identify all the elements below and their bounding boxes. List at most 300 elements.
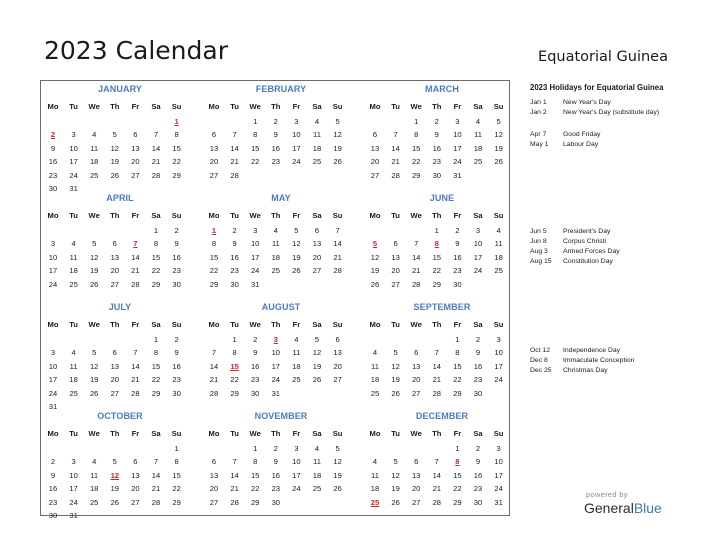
day-cell: 2 (475, 335, 481, 344)
country-name: Equatorial Guinea (538, 49, 668, 65)
holiday-name: Corpus Christi (563, 238, 607, 245)
weekday-header: Su (493, 429, 504, 438)
day-cell: 27 (110, 388, 120, 398)
day-cell: 26 (110, 497, 120, 507)
day-cell: 25 (370, 388, 380, 398)
day-cell: 28 (131, 279, 140, 289)
day-cell: 24 (453, 157, 462, 167)
day-cell: 11 (371, 361, 379, 371)
day-cell: 19 (370, 266, 380, 276)
weekday-header: Tu (230, 102, 239, 111)
day-cell: 1 (232, 335, 237, 344)
weekday-header: Tu (391, 429, 400, 438)
day-cell: 8 (253, 457, 258, 467)
day-cell: 16 (453, 252, 462, 262)
day-cell: 11 (371, 470, 379, 480)
day-cell: 19 (110, 157, 120, 167)
day-cell: 24 (292, 484, 301, 494)
day-cell: 25 (271, 266, 281, 276)
day-cell: 21 (230, 157, 239, 167)
day-cell: 12 (333, 457, 342, 467)
day-cell: 3 (496, 335, 501, 344)
day-cell: 12 (292, 239, 301, 249)
day-cell: 11 (313, 457, 321, 467)
day-cell: 7 (414, 239, 419, 249)
weekday-header: Fr (453, 211, 462, 220)
day-cell: 28 (432, 497, 442, 507)
holiday-name: Independence Day (563, 347, 621, 354)
day-cell: 4 (294, 335, 299, 344)
day-cell: 3 (253, 226, 258, 235)
day-cell: 19 (312, 361, 322, 371)
day-cell: 29 (209, 279, 219, 289)
day-cell: 22 (172, 484, 181, 494)
weekday-header: Th (110, 102, 120, 111)
day-cell: 5 (112, 130, 117, 140)
day-cell: 10 (250, 239, 260, 249)
day-cell: 23 (172, 375, 181, 385)
day-cell: 12 (312, 348, 322, 358)
day-cell: 8 (455, 348, 460, 358)
day-cell: 23 (271, 157, 281, 167)
holiday-name: Labour Day (563, 141, 599, 148)
day-cell: 2 (273, 117, 278, 126)
day-cell: 22 (209, 266, 219, 276)
weekday-header: Mo (369, 429, 381, 438)
day-cell: 7 (232, 457, 237, 467)
day-cell: 15 (411, 143, 421, 153)
day-cell: 18 (292, 361, 301, 371)
day-cell: 18 (370, 375, 380, 385)
day-cell: 23 (48, 497, 58, 507)
day-cell: 14 (151, 470, 161, 480)
day-cell: 20 (131, 484, 140, 494)
day-cell: 6 (414, 457, 419, 467)
day-cell: 7 (335, 226, 340, 235)
day-cell: 17 (292, 470, 301, 480)
weekday-header: Tu (69, 102, 78, 111)
day-cell: 20 (209, 157, 219, 167)
day-cell: 23 (172, 266, 181, 276)
weekday-header: Sa (312, 429, 322, 438)
day-cell: 13 (333, 348, 342, 358)
weekday-header: Fr (131, 429, 140, 438)
day-cell: 25 (312, 484, 322, 494)
day-cell: 3 (294, 444, 299, 453)
weekday-header: Th (271, 429, 281, 438)
weekday-header: Tu (230, 211, 239, 220)
day-cell: 12 (333, 130, 342, 140)
holiday-day-cell: 1 (211, 226, 217, 235)
day-cell: 5 (393, 348, 398, 358)
day-cell: 25 (292, 375, 301, 385)
day-cell: 16 (271, 143, 281, 153)
day-cell: 12 (494, 130, 503, 140)
day-cell: 17 (48, 266, 58, 276)
day-cell: 11 (494, 239, 503, 249)
day-cell: 30 (48, 511, 58, 520)
day-cell: 14 (131, 361, 140, 371)
weekday-header: Sa (312, 320, 322, 329)
weekday-header: Sa (473, 320, 483, 329)
weekday-header: Mo (208, 211, 220, 220)
day-cell: 25 (89, 170, 99, 180)
day-cell: 8 (153, 239, 159, 249)
day-cell: 21 (131, 266, 140, 276)
weekday-header: Th (432, 429, 442, 438)
day-cell: 15 (453, 470, 462, 480)
day-cell: 16 (230, 252, 239, 262)
day-cell: 22 (172, 157, 181, 167)
day-cell: 6 (414, 348, 419, 358)
month-name: MARCH (425, 84, 459, 94)
day-cell: 28 (209, 388, 219, 398)
day-cell: 2 (273, 444, 278, 453)
day-cell: 21 (333, 252, 342, 262)
day-cell: 23 (230, 266, 239, 276)
day-cell: 22 (411, 157, 421, 167)
day-cell: 23 (432, 157, 442, 167)
day-cell: 22 (432, 266, 442, 276)
day-cell: 12 (391, 361, 400, 371)
day-cell: 29 (453, 388, 462, 398)
day-cell: 5 (335, 444, 340, 453)
day-cell: 21 (411, 266, 421, 276)
weekday-header: Sa (151, 320, 161, 329)
day-cell: 7 (434, 348, 439, 358)
weekday-header: Sa (151, 429, 161, 438)
holiday-date: Oct 12 (530, 347, 551, 354)
day-cell: 19 (494, 143, 503, 153)
day-cell: 30 (432, 170, 442, 180)
brand-logo (584, 500, 662, 516)
day-cell: 21 (151, 157, 161, 167)
day-cell: 24 (69, 170, 78, 180)
day-cell: 29 (172, 497, 181, 507)
day-cell: 26 (312, 375, 322, 385)
day-cell: 14 (230, 470, 239, 480)
holiday-name: Immaculate Conception (563, 357, 635, 364)
day-cell: 13 (411, 361, 421, 371)
month-name: DECEMBER (415, 411, 469, 421)
day-cell: 14 (391, 143, 400, 153)
day-cell: 9 (273, 457, 278, 467)
weekday-header: We (88, 211, 100, 220)
weekday-header: Mo (208, 320, 220, 329)
day-cell: 18 (473, 143, 483, 153)
day-cell: 30 (172, 279, 181, 289)
day-cell: 16 (172, 252, 181, 262)
brand-accent-text: Blue (633, 500, 662, 516)
powered-by-label: powered by (586, 490, 628, 499)
weekday-header: Th (110, 320, 120, 329)
day-cell: 14 (333, 239, 342, 249)
weekday-header: Th (271, 102, 281, 111)
holiday-row (530, 130, 680, 139)
weekday-header: Fr (453, 320, 462, 329)
day-cell: 30 (271, 497, 281, 507)
day-cell: 15 (151, 252, 161, 262)
weekday-header: Fr (292, 320, 301, 329)
day-cell: 13 (391, 252, 400, 262)
day-cell: 18 (89, 484, 99, 494)
holiday-name: Constitution Day (563, 258, 613, 265)
holidays-title: 2023 Holidays for Equatorial Guinea (530, 83, 664, 92)
day-cell: 25 (69, 388, 78, 398)
weekday-header: Tu (69, 211, 78, 220)
day-cell: 26 (494, 157, 503, 167)
day-cell: 8 (153, 348, 159, 358)
day-cell: 13 (110, 361, 120, 371)
day-cell: 19 (391, 375, 400, 385)
weekday-header: Su (332, 102, 343, 111)
day-cell: 9 (273, 130, 278, 140)
day-cell: 21 (230, 484, 239, 494)
day-cell: 16 (250, 361, 260, 371)
holiday-row (530, 346, 680, 355)
day-cell: 13 (370, 143, 380, 153)
day-cell: 14 (432, 361, 442, 371)
day-cell: 15 (151, 361, 161, 371)
holiday-name: Armed Forces Day (563, 248, 620, 255)
day-cell: 6 (112, 348, 117, 358)
day-cell: 8 (174, 130, 179, 140)
day-cell: 2 (455, 226, 460, 235)
holiday-date: Jun 5 (530, 228, 547, 235)
day-cell: 18 (89, 157, 99, 167)
weekday-header: We (410, 102, 422, 111)
day-cell: 27 (370, 170, 380, 180)
weekday-header: Su (332, 429, 343, 438)
day-cell: 31 (48, 402, 58, 411)
day-cell: 20 (411, 484, 421, 494)
day-cell: 4 (92, 457, 97, 467)
day-cell: 4 (314, 444, 320, 453)
holiday-row (530, 98, 680, 107)
weekday-header: Tu (69, 320, 78, 329)
weekday-header: Mo (208, 429, 220, 438)
holiday-row (530, 356, 680, 365)
day-cell: 21 (151, 484, 161, 494)
day-cell: 22 (230, 375, 239, 385)
day-cell: 13 (209, 470, 219, 480)
day-cell: 10 (69, 143, 78, 153)
day-cell: 15 (250, 470, 260, 480)
weekday-header: Mo (369, 211, 381, 220)
day-cell: 28 (432, 388, 442, 398)
day-cell: 4 (71, 348, 76, 358)
day-cell: 17 (453, 143, 462, 153)
day-cell: 16 (172, 361, 181, 371)
day-cell: 24 (271, 375, 281, 385)
day-cell: 11 (313, 130, 321, 140)
day-cell: 15 (172, 470, 181, 480)
day-cell: 2 (434, 117, 439, 126)
holiday-row (530, 257, 680, 266)
holiday-day-cell: 7 (133, 239, 138, 249)
holiday-date: Aug 15 (530, 258, 552, 265)
day-cell: 2 (50, 457, 56, 467)
weekday-header: Tu (391, 211, 400, 220)
holiday-row (530, 108, 680, 126)
day-cell: 7 (393, 130, 398, 140)
day-cell: 4 (372, 348, 378, 358)
weekday-header: Su (332, 320, 343, 329)
day-cell: 4 (92, 130, 97, 140)
day-cell: 14 (209, 361, 219, 371)
holiday-date: Dec 8 (530, 357, 548, 364)
day-cell: 25 (494, 266, 503, 276)
day-cell: 11 (292, 348, 301, 358)
holiday-name: New Year's Day (563, 99, 611, 106)
day-cell: 10 (473, 239, 483, 249)
day-cell: 6 (133, 130, 138, 140)
day-cell: 16 (432, 143, 442, 153)
day-cell: 24 (48, 279, 58, 289)
day-cell: 6 (211, 457, 217, 467)
day-cell: 1 (455, 335, 460, 344)
day-cell: 10 (48, 361, 58, 371)
weekday-header: Mo (369, 102, 381, 111)
day-cell: 24 (48, 388, 58, 398)
weekday-header: Tu (230, 320, 239, 329)
day-cell: 16 (48, 484, 58, 494)
day-cell: 16 (271, 470, 281, 480)
day-cell: 5 (92, 239, 97, 249)
day-cell: 1 (174, 444, 179, 453)
holiday-name: Christmas Day (563, 367, 608, 374)
day-cell: 3 (50, 348, 56, 358)
day-cell: 30 (250, 388, 260, 398)
day-cell: 25 (69, 279, 78, 289)
day-cell: 11 (90, 143, 99, 153)
day-cell: 16 (48, 157, 58, 167)
day-cell: 3 (71, 457, 76, 467)
day-cell: 15 (172, 143, 181, 153)
holiday-date: Apr 7 (530, 131, 547, 138)
day-cell: 20 (411, 375, 421, 385)
day-cell: 24 (473, 266, 483, 276)
day-cell: 1 (153, 226, 159, 235)
holiday-day-cell: 12 (110, 470, 120, 480)
day-cell: 20 (370, 157, 380, 167)
day-cell: 14 (230, 143, 239, 153)
day-cell: 7 (133, 348, 138, 358)
month-name: APRIL (106, 193, 134, 203)
calendar-grid-frame (40, 80, 510, 520)
weekday-header: Sa (473, 102, 483, 111)
month-name: JULY (108, 302, 132, 312)
day-cell: 10 (494, 348, 503, 358)
holiday-date: Aug 3 (530, 248, 548, 255)
day-cell: 19 (391, 484, 400, 494)
day-cell: 26 (333, 157, 342, 167)
day-cell: 18 (69, 375, 78, 385)
day-cell: 18 (312, 470, 322, 480)
weekday-header: Sa (473, 429, 483, 438)
day-cell: 4 (314, 117, 320, 126)
day-cell: 1 (153, 335, 159, 344)
weekday-header: Th (432, 102, 442, 111)
holiday-name: Good Friday (563, 131, 601, 138)
weekday-header: Th (432, 320, 442, 329)
day-cell: 26 (89, 279, 99, 289)
day-cell: 13 (312, 239, 322, 249)
day-cell: 9 (174, 348, 179, 358)
day-cell: 22 (151, 266, 161, 276)
day-cell: 7 (232, 130, 237, 140)
day-cell: 18 (370, 484, 380, 494)
day-cell: 20 (131, 157, 140, 167)
weekday-header: Su (493, 211, 504, 220)
day-cell: 14 (131, 252, 140, 262)
day-cell: 28 (151, 497, 161, 507)
day-cell: 28 (230, 170, 239, 180)
month-name: FEBRUARY (255, 84, 307, 94)
day-cell: 5 (112, 457, 117, 467)
day-cell: 27 (131, 497, 140, 507)
day-cell: 2 (232, 226, 237, 235)
day-cell: 12 (391, 470, 400, 480)
weekday-header: We (249, 102, 261, 111)
day-cell: 12 (89, 361, 99, 371)
weekday-header: We (88, 429, 100, 438)
day-cell: 23 (48, 170, 58, 180)
day-cell: 11 (69, 252, 78, 262)
day-cell: 22 (250, 157, 260, 167)
day-cell: 6 (393, 239, 398, 249)
weekday-header: Su (171, 320, 182, 329)
month-name: JUNE (429, 193, 455, 203)
weekday-header: Mo (47, 102, 59, 111)
weekday-header: Su (171, 102, 182, 111)
day-cell: 24 (292, 157, 301, 167)
day-cell: 27 (312, 266, 322, 276)
day-cell: 9 (475, 457, 481, 467)
day-cell: 13 (209, 143, 219, 153)
brand-main-text: General (584, 500, 634, 516)
holiday-day-cell: 15 (230, 361, 239, 371)
day-cell: 11 (90, 470, 99, 480)
day-cell: 28 (391, 170, 400, 180)
day-cell: 18 (69, 266, 78, 276)
day-cell: 4 (71, 239, 76, 249)
day-cell: 8 (253, 130, 258, 140)
holiday-date: Jun 8 (530, 238, 547, 245)
day-cell: 7 (211, 348, 217, 358)
day-cell: 24 (494, 484, 503, 494)
day-cell: 23 (453, 266, 462, 276)
day-cell: 26 (110, 170, 120, 180)
day-cell: 27 (131, 170, 140, 180)
day-cell: 3 (475, 226, 481, 235)
day-cell: 30 (48, 184, 58, 193)
day-cell: 13 (131, 143, 140, 153)
day-cell: 3 (496, 444, 501, 453)
day-cell: 28 (333, 266, 342, 276)
day-cell: 1 (253, 117, 258, 126)
day-cell: 17 (271, 361, 281, 371)
day-cell: 22 (151, 375, 161, 385)
weekday-header: We (249, 211, 261, 220)
day-cell: 18 (271, 252, 281, 262)
day-cell: 10 (48, 252, 58, 262)
weekday-header: We (88, 102, 100, 111)
day-cell: 26 (370, 279, 380, 289)
day-cell: 17 (494, 361, 503, 371)
day-cell: 16 (473, 361, 483, 371)
day-cell: 8 (232, 348, 237, 358)
